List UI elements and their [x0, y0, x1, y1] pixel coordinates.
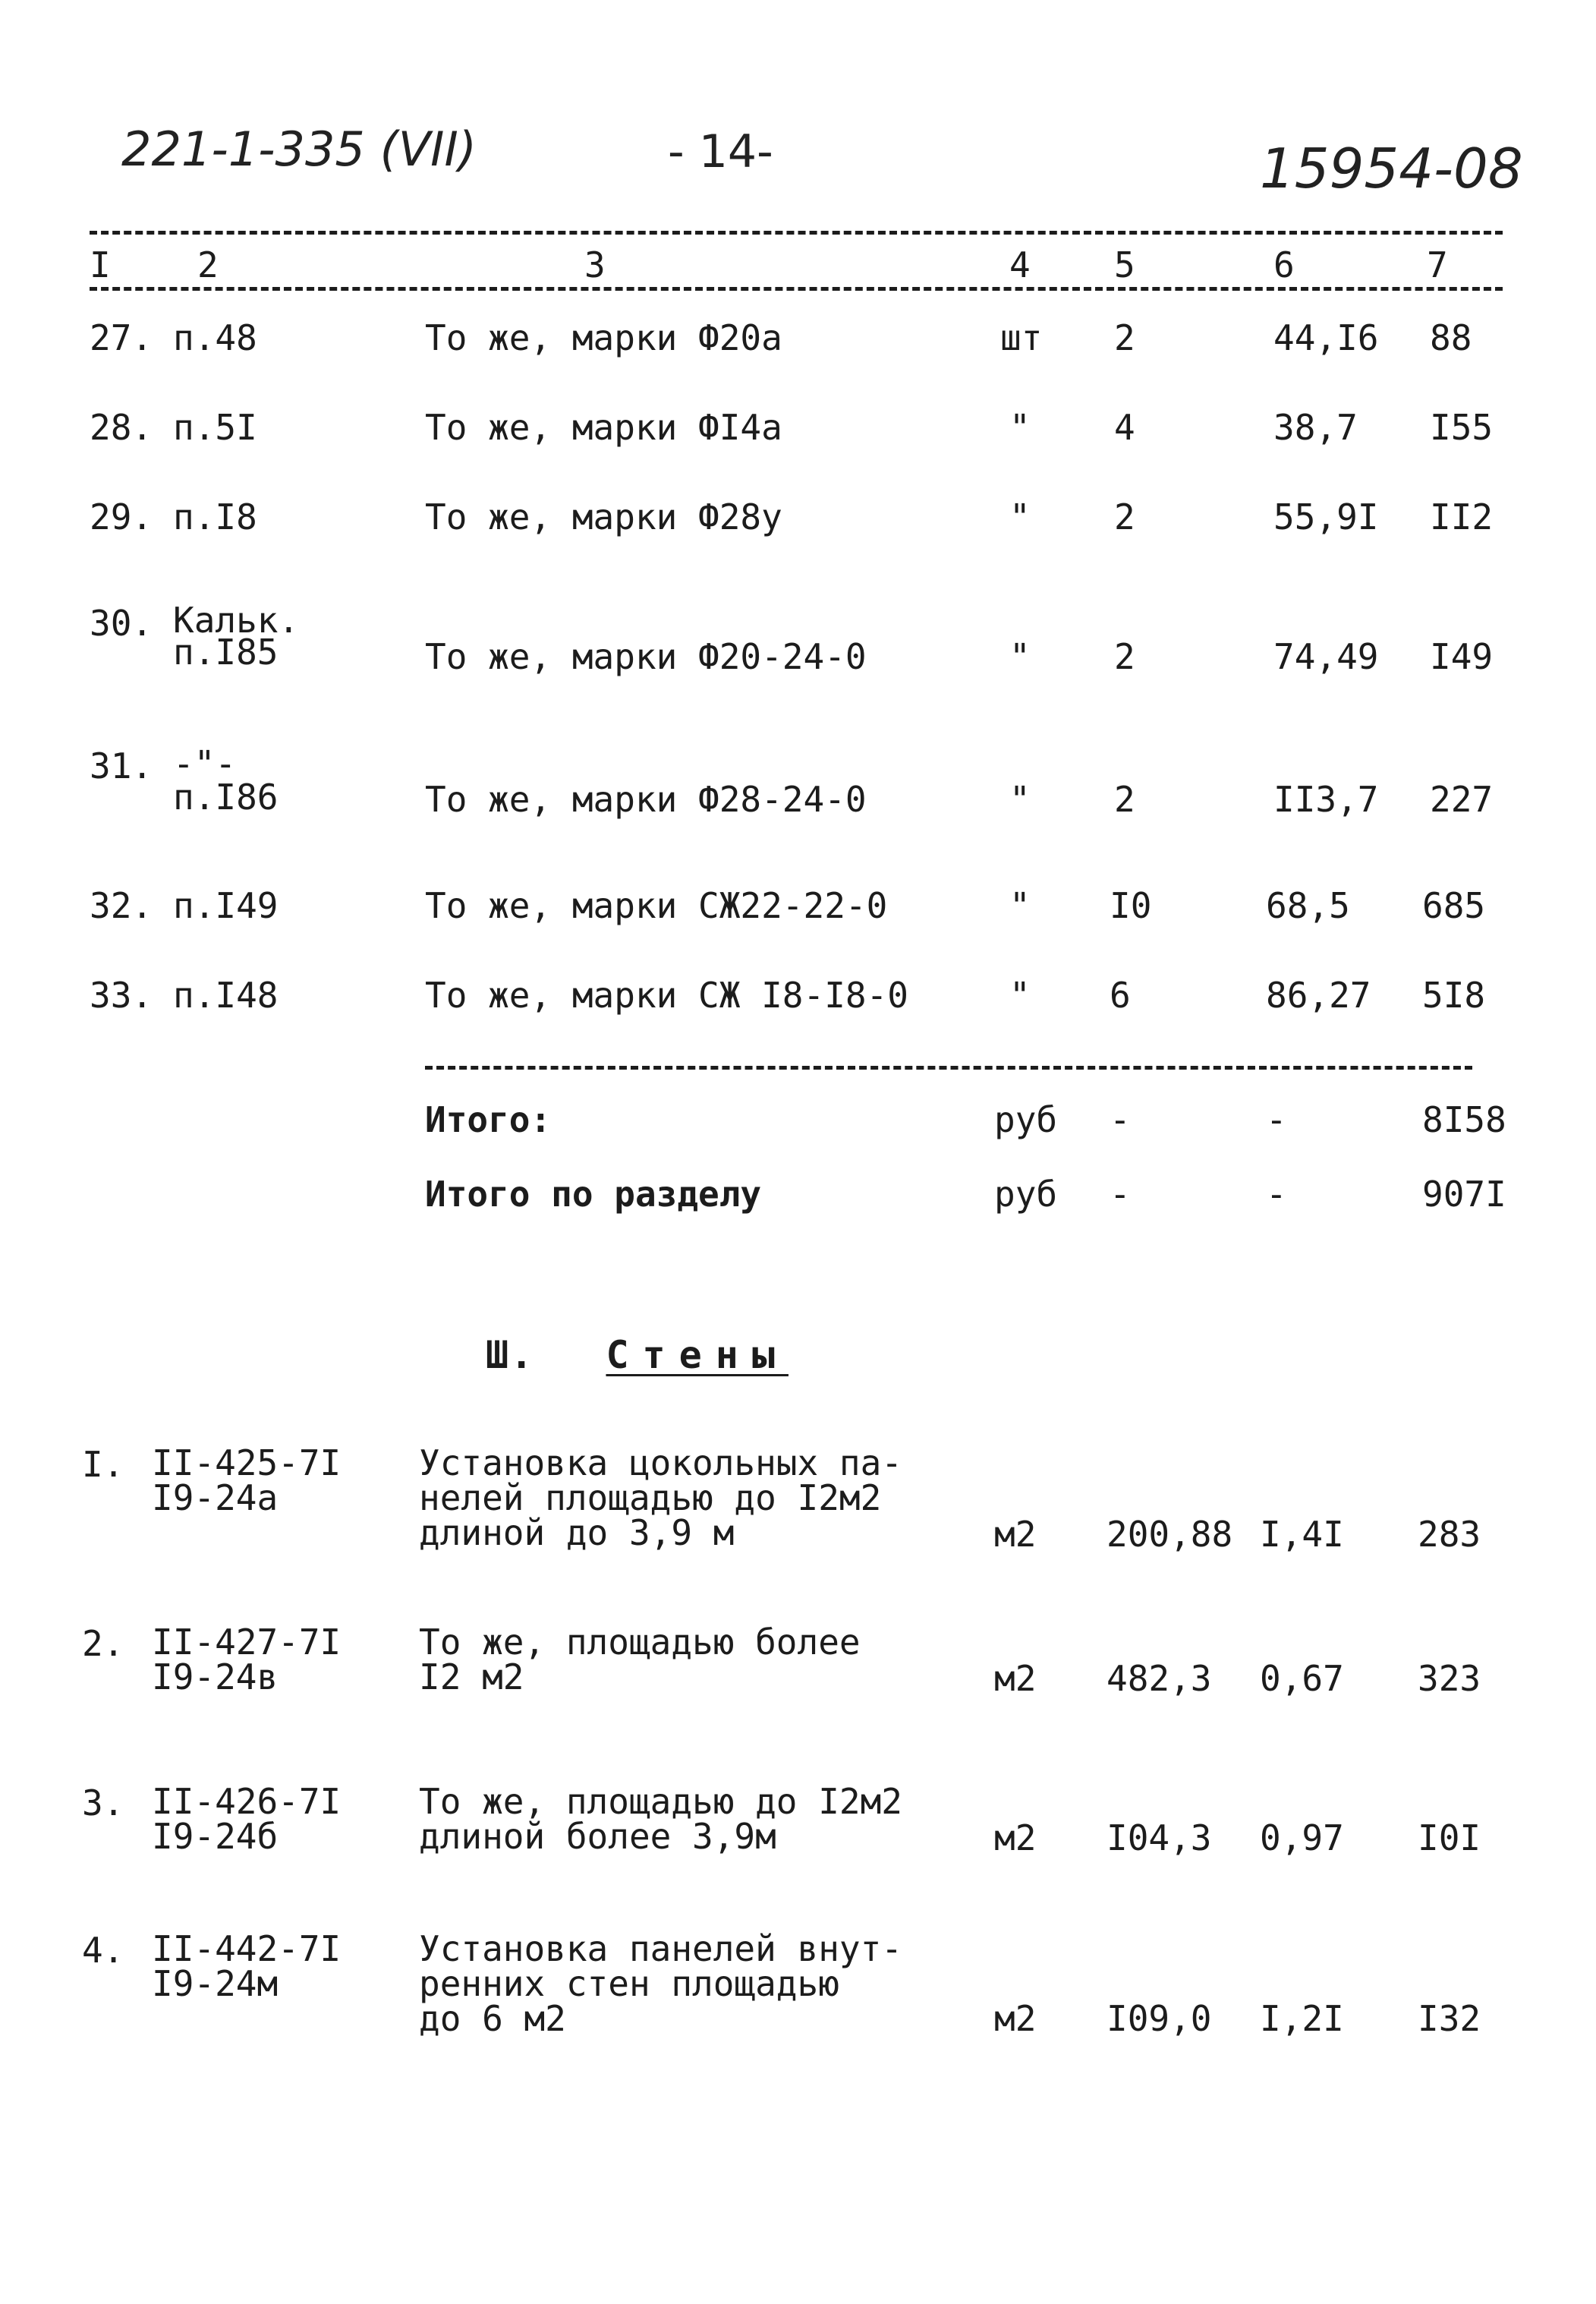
row-reference: п.48	[173, 317, 257, 358]
row-quantity: 6	[1110, 975, 1131, 1016]
row-price: 0,97	[1260, 1817, 1344, 1858]
section-number: Ш.	[486, 1333, 535, 1377]
col-header-4: 4	[1009, 244, 1031, 285]
row-quantity: 2	[1114, 779, 1135, 820]
totals-amount: 8I58	[1422, 1099, 1506, 1140]
section-totals-amount: 907I	[1422, 1174, 1506, 1215]
row-quantity: 4	[1114, 407, 1135, 448]
row-price: I,4I	[1260, 1514, 1344, 1555]
row-unit: шт	[1000, 317, 1043, 358]
row-price: 44,I6	[1273, 317, 1379, 358]
section-totals-price: -	[1266, 1174, 1287, 1215]
row-reference: II-427-7I I9-24в	[152, 1622, 342, 1697]
row-reference: п.5I	[173, 407, 257, 448]
row-quantity: 2	[1114, 317, 1135, 358]
row-description: То же, марки Ф28-24-0	[425, 779, 867, 820]
row-reference: II-442-7I I9-24м	[152, 1928, 342, 2004]
row-price: II3,7	[1273, 779, 1379, 820]
row-description: То же, марки Ф20а	[425, 317, 782, 358]
archive-number: 15954-08	[1260, 137, 1523, 200]
row-quantity: 2	[1114, 636, 1135, 677]
row-reference: п.I48	[173, 975, 279, 1016]
row-description: То же, площадью до I2м2 длиной более 3,9м	[419, 1781, 902, 1857]
row-reference: п.I8	[173, 496, 257, 537]
row-number: 31.	[90, 745, 153, 786]
row-unit: "	[1009, 975, 1031, 1016]
section-totals-quantity: -	[1110, 1174, 1131, 1215]
row-total: 88	[1430, 317, 1472, 358]
row-reference: -"- п.I86	[173, 743, 279, 818]
row-total: I55	[1430, 407, 1494, 448]
page-number: - 14-	[668, 125, 773, 178]
row-quantity: 2	[1114, 496, 1135, 537]
col-header-1: I	[90, 244, 111, 285]
row-number: 30.	[90, 603, 153, 644]
header-divider-top	[90, 231, 1503, 235]
row-total: 685	[1422, 885, 1486, 926]
col-header-5: 5	[1114, 244, 1135, 285]
row-total: 323	[1418, 1658, 1481, 1699]
row-unit: "	[1009, 885, 1031, 926]
row-quantity: 482,3	[1106, 1658, 1212, 1699]
row-description: То же, марки СЖ I8-I8-0	[425, 975, 908, 1016]
row-number: 3.	[82, 1782, 124, 1823]
row-unit: м2	[994, 1817, 1037, 1858]
section-heading	[486, 1333, 789, 1377]
section-totals-unit: руб	[994, 1174, 1058, 1215]
col-header-6: 6	[1273, 244, 1295, 285]
section-title: Стены	[606, 1333, 789, 1377]
row-price: 68,5	[1266, 885, 1350, 926]
row-reference: п.I49	[173, 885, 279, 926]
totals-quantity: -	[1110, 1099, 1131, 1140]
row-number: 32.	[90, 885, 153, 926]
row-total: I0I	[1418, 1817, 1481, 1858]
row-number: 33.	[90, 975, 153, 1016]
row-quantity: I04,3	[1106, 1817, 1212, 1858]
section-totals-label: Итого по разделу	[425, 1174, 762, 1215]
row-number: 27.	[90, 317, 153, 358]
row-quantity: 200,88	[1106, 1514, 1233, 1555]
row-description: Установка панелей внут- ренних стен площадью до 6 м2	[419, 1928, 902, 2039]
col-header-3: 3	[584, 244, 606, 285]
row-price: 74,49	[1273, 636, 1379, 677]
row-total: 5I8	[1422, 975, 1486, 1016]
row-number: I.	[82, 1444, 124, 1485]
row-reference: Кальк. п.I85	[173, 600, 300, 673]
col-header-2: 2	[197, 244, 219, 285]
row-description: Установка цокольных па- нелей площадью до I2м2 длиной до 3,9 м	[419, 1442, 902, 1553]
row-unit: м2	[994, 1998, 1037, 2039]
row-number: 28.	[90, 407, 153, 448]
row-price: 0,67	[1260, 1658, 1344, 1699]
row-description: То же, марки Ф20-24-0	[425, 636, 867, 677]
row-unit: "	[1009, 636, 1031, 677]
row-reference: II-425-7I I9-24а	[152, 1442, 342, 1518]
row-price: 55,9I	[1273, 496, 1379, 537]
row-unit: м2	[994, 1514, 1037, 1555]
row-total: 227	[1430, 779, 1494, 820]
row-quantity: I0	[1110, 885, 1152, 926]
totals-unit: руб	[994, 1099, 1058, 1140]
row-number: 2.	[82, 1623, 124, 1664]
row-price: I,2I	[1260, 1998, 1344, 2039]
row-unit: "	[1009, 407, 1031, 448]
row-unit: "	[1009, 496, 1031, 537]
row-description: То же, марки СЖ22-22-0	[425, 885, 888, 926]
row-price: 38,7	[1273, 407, 1358, 448]
row-description: То же, марки ФI4а	[425, 407, 782, 448]
row-total: I49	[1430, 636, 1494, 677]
col-header-7: 7	[1427, 244, 1448, 285]
totals-divider	[425, 1066, 1472, 1070]
row-quantity: I09,0	[1106, 1998, 1212, 2039]
totals-price: -	[1266, 1099, 1287, 1140]
totals-label: Итого:	[425, 1099, 552, 1140]
header-divider-bottom	[90, 287, 1503, 291]
row-description: То же, площадью более I2 м2	[419, 1622, 861, 1697]
row-total: I32	[1418, 1998, 1481, 2039]
row-reference: II-426-7I I9-24б	[152, 1781, 342, 1857]
row-number: 29.	[90, 496, 153, 537]
row-total: 283	[1418, 1514, 1481, 1555]
row-unit: "	[1009, 779, 1031, 820]
row-total: II2	[1430, 496, 1494, 537]
row-number: 4.	[82, 1930, 124, 1971]
row-unit: м2	[994, 1658, 1037, 1699]
row-description: То же, марки Ф28у	[425, 496, 782, 537]
doc-code: 221-1-335 (VII)	[121, 121, 477, 177]
row-price: 86,27	[1266, 975, 1371, 1016]
